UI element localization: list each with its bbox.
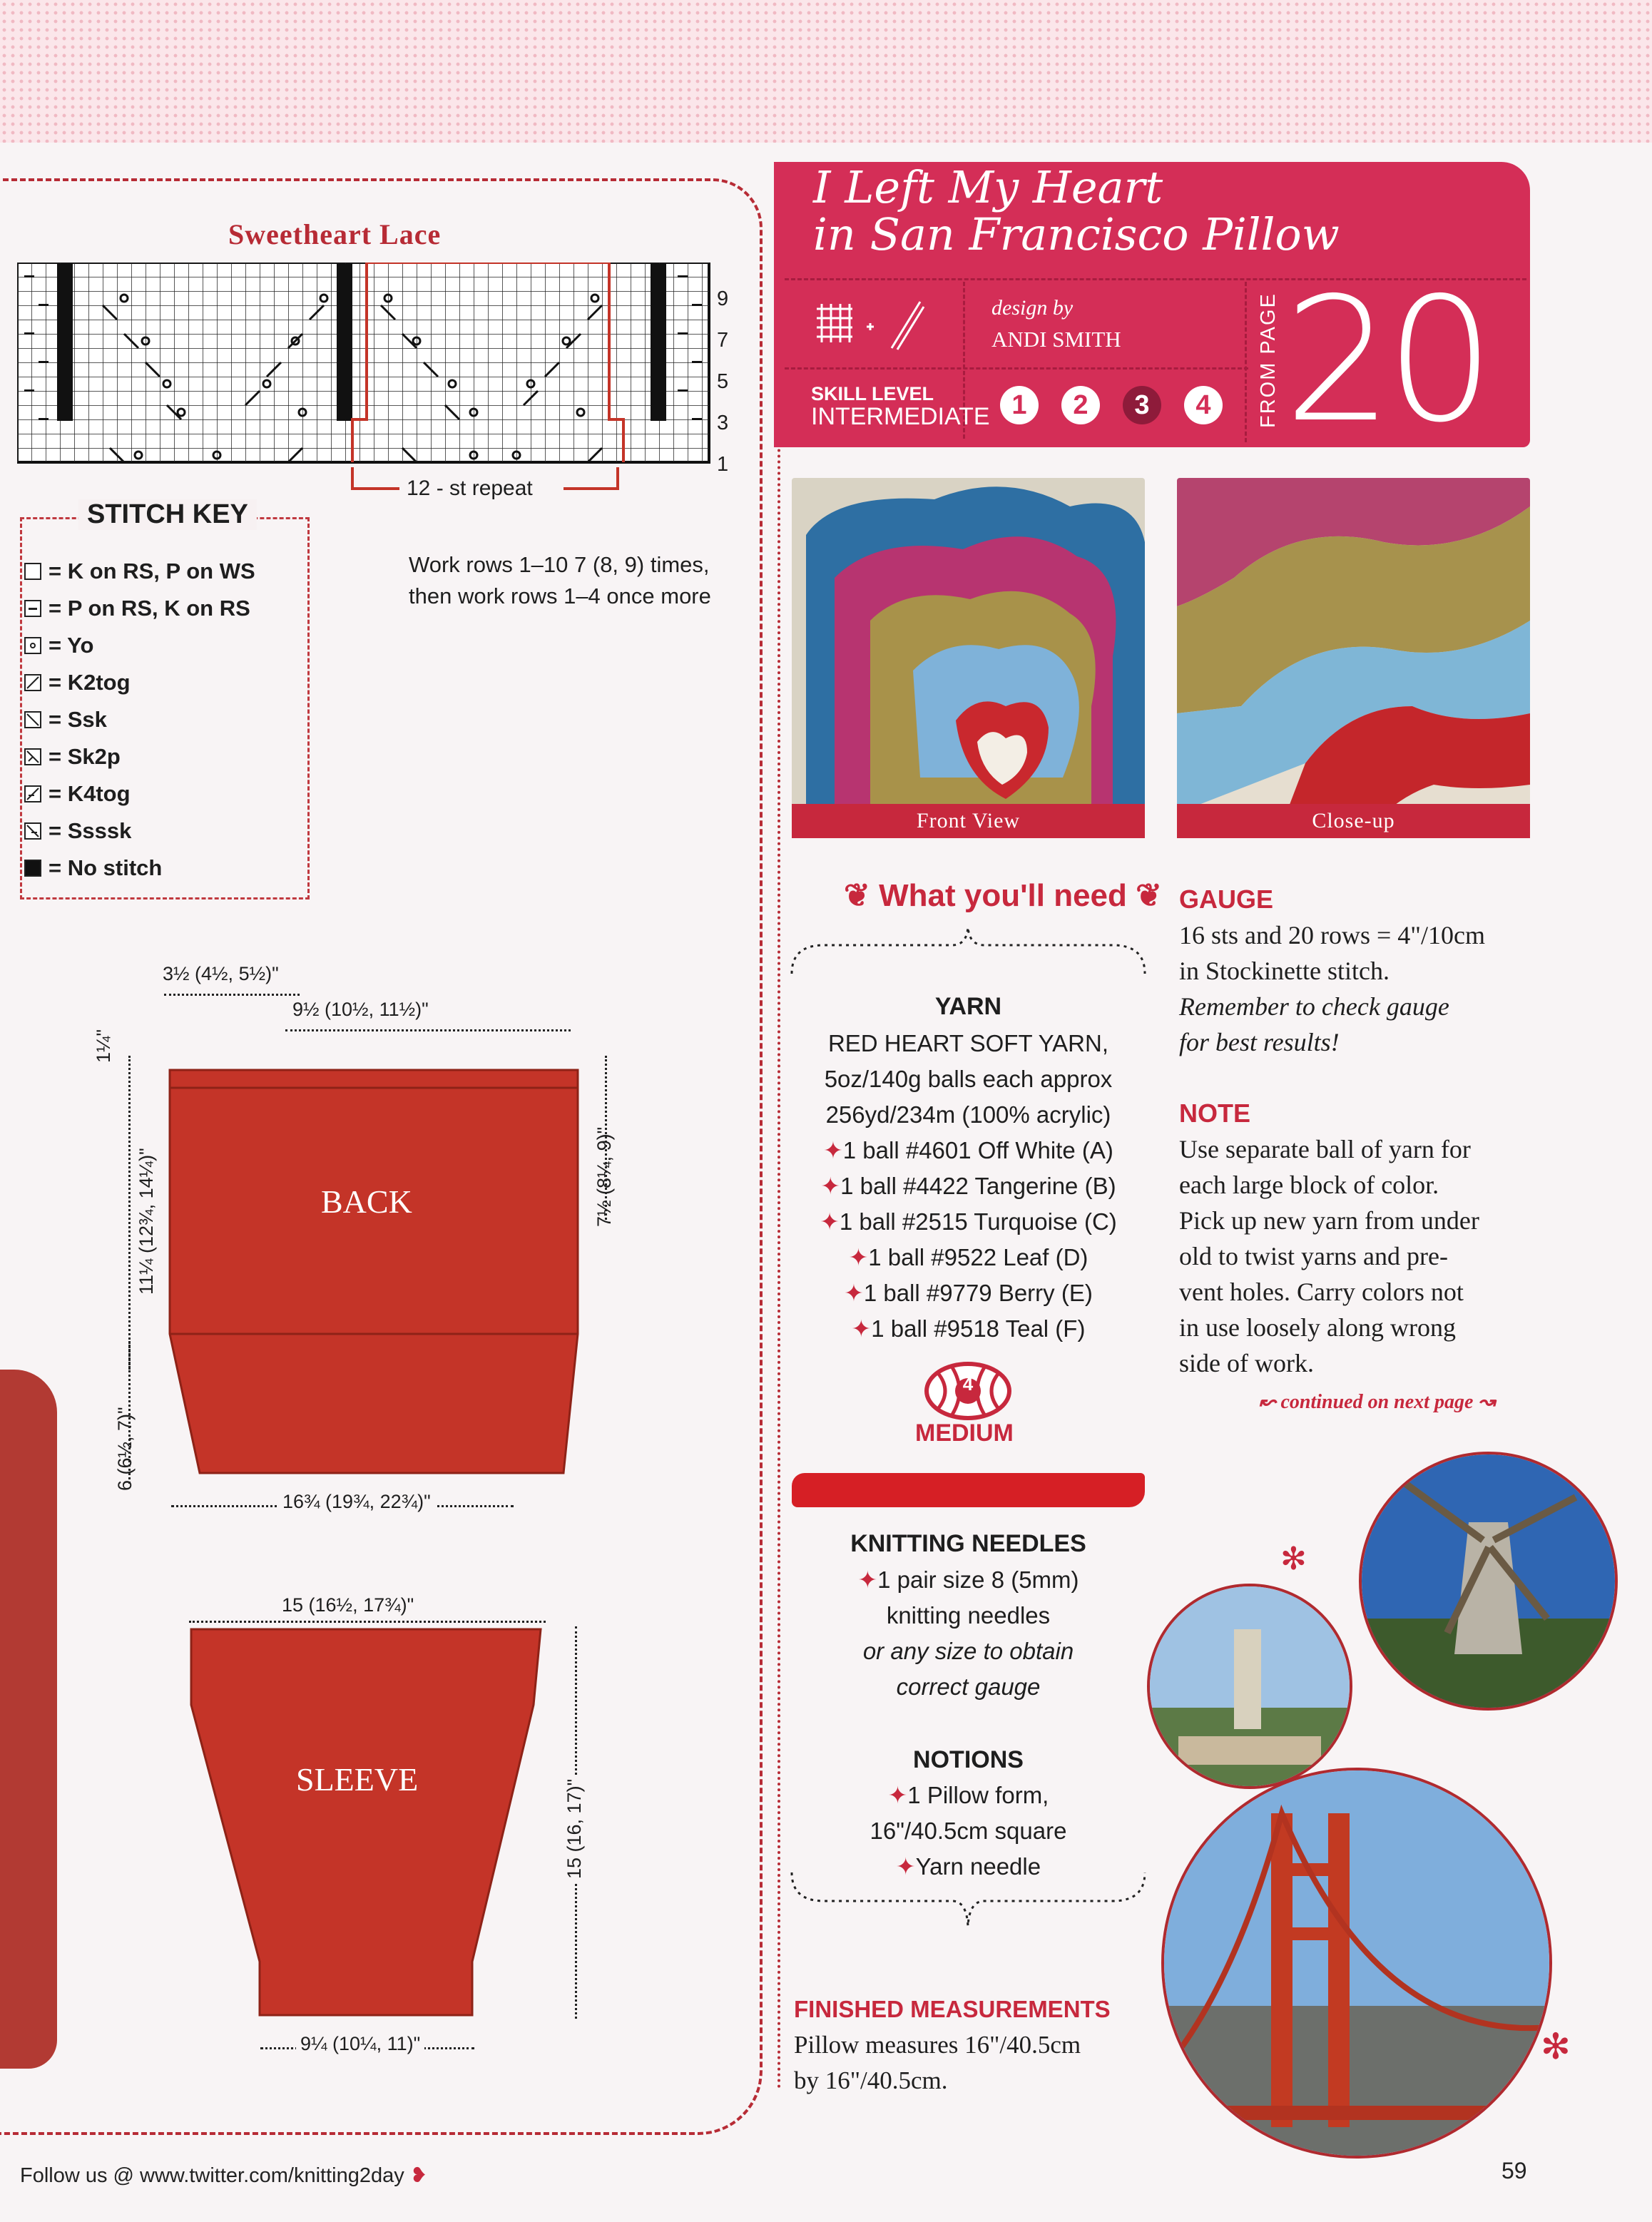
- dim-line: [128, 1056, 131, 1370]
- key-label: = P on RS, K on RS: [49, 596, 250, 621]
- blank-square-icon: [24, 563, 41, 580]
- what-you-need-heading: ❦ What you'll need ❦: [844, 878, 1162, 913]
- key-row: [24, 818, 131, 844]
- repeat-label: 12 - st repeat: [407, 476, 533, 500]
- dim-line: [605, 1056, 607, 1220]
- yarn-weight-number: 4: [962, 1373, 974, 1395]
- yarn-item: ✦1 ball #4422 Tangerine (B): [820, 1173, 1116, 1199]
- dim-line: [128, 1341, 131, 1484]
- row-number: 7: [717, 329, 729, 352]
- row-number: 3: [717, 412, 729, 434]
- needles-title: KNITTING NEEDLES: [850, 1530, 1086, 1557]
- sleeve-bottom-dim: 9¼ (10¼, 11)": [296, 2033, 424, 2055]
- what-you-need-text: What you'll need: [879, 878, 1127, 913]
- back-shoulder-dim: 1¼": [93, 1029, 114, 1063]
- ssssk-square-icon: [24, 822, 41, 840]
- needles-line: ✦1 pair size 8 (5mm): [857, 1566, 1079, 1593]
- finished-line: Pillow measures 16"/40.5cm: [794, 2031, 1081, 2059]
- back-bottom-dim: 16¾ (19¾, 22¾)": [278, 1491, 435, 1513]
- back-armhole-dim: 7½ (8¼, 9)": [593, 1126, 615, 1227]
- row-number: 5: [717, 370, 729, 393]
- key-label: = Sk2p: [49, 744, 121, 769]
- page-number: 59: [1501, 2158, 1527, 2183]
- key-row: [24, 781, 131, 807]
- golden-gate-photo: [1161, 1768, 1552, 2159]
- note-line: in use loosely along wrong: [1179, 1313, 1456, 1342]
- flourish-icon: ✻: [1280, 1541, 1307, 1576]
- skill-level-2: 2: [1061, 386, 1100, 424]
- pillow-front-photo: [792, 478, 1145, 838]
- footer-text: Follow us @ www.twitter.com/knitting2day: [20, 2164, 404, 2187]
- dim-line: [189, 1621, 546, 1623]
- skill-level-4: 4: [1184, 386, 1223, 424]
- key-row: [24, 855, 162, 881]
- close-up-caption: Close-up: [1177, 804, 1530, 838]
- notions-line: 16"/40.5cm square: [870, 1818, 1067, 1844]
- yarn-title: YARN: [934, 993, 1002, 1020]
- continued-text: continued on next page: [1280, 1391, 1474, 1413]
- gauge-line: 16 sts and 20 rows = 4"/10cm: [1179, 921, 1485, 949]
- key-label: = K on RS, P on WS: [49, 559, 255, 583]
- title-line-2: in San Francisco Pillow: [813, 208, 1340, 260]
- key-row: [24, 559, 255, 584]
- yarn-weight-label: MEDIUM: [915, 1420, 1014, 1447]
- dash-square-icon: [24, 600, 41, 617]
- brace-bottom: [788, 1869, 1148, 1933]
- yarn-item: ✦1 ball #9522 Leaf (D): [848, 1244, 1088, 1270]
- gauge-italic-line: Remember to check gauge: [1179, 992, 1449, 1021]
- design-by-label: design by: [991, 296, 1074, 320]
- key-row: [24, 633, 93, 658]
- key-label: = Yo: [49, 633, 94, 658]
- black-square-icon: [24, 860, 41, 877]
- back-top-center-dim: 9½ (10½, 11½)": [292, 999, 429, 1020]
- note-title: NOTE: [1179, 1099, 1251, 1128]
- finished-line: by 16"/40.5cm.: [794, 2066, 948, 2094]
- flourish-icon: ✻: [1541, 2027, 1571, 2066]
- yarn-item: ✦1 ball #4601 Off White (A): [823, 1137, 1113, 1163]
- key-label: = Ssk: [49, 707, 107, 732]
- yarn-item: ✦1 ball #9779 Berry (E): [844, 1280, 1093, 1306]
- key-label: = K4tog: [49, 781, 131, 806]
- note-line: vent holes. Carry colors not: [1179, 1278, 1464, 1306]
- note-line: side of work.: [1179, 1349, 1314, 1377]
- yo-square-icon: [24, 637, 41, 654]
- key-label: = No stitch: [49, 855, 163, 880]
- needles-line: knitting needles: [886, 1602, 1051, 1629]
- coit-tower-photo: [1147, 1584, 1352, 1789]
- arrow-icon: ❥: [409, 2164, 428, 2187]
- gauge-text: [1179, 917, 1485, 1060]
- finished-measurements-text: [794, 2027, 1081, 2099]
- note-line: each large block of color.: [1179, 1171, 1439, 1199]
- column-divider: [777, 164, 780, 2090]
- key-row: [24, 744, 121, 770]
- k2tog-square-icon: [24, 674, 41, 691]
- sk2p-square-icon: [24, 748, 41, 765]
- notions-line: ✦Yarn needle: [895, 1853, 1041, 1880]
- gauge-title: GAUGE: [1179, 885, 1274, 914]
- key-row: [24, 596, 250, 621]
- skill-level-value: INTERMEDIATE: [811, 403, 990, 430]
- sweetheart-lace-chart: [17, 263, 716, 469]
- stitch-key-title: STITCH KEY: [78, 499, 257, 530]
- back-lower-dim: 6 (6½, 7)": [114, 1407, 136, 1491]
- yarn-details: [792, 1026, 1145, 1347]
- brace-top: [788, 924, 1148, 981]
- sleeve-top-dim: 15 (16½, 17¾)": [282, 1594, 414, 1616]
- sweater-sleeve-photo: [0, 1370, 57, 2069]
- twitter-footer[interactable]: [20, 2163, 427, 2188]
- windmill-photo: [1359, 1452, 1618, 1711]
- row-number: 9: [717, 287, 729, 310]
- skill-level-label: SKILL LEVEL: [811, 383, 934, 404]
- designer-name: ANDI SMITH: [991, 327, 1121, 352]
- sleeve-length-dim: 15 (16, 17)": [564, 1775, 586, 1883]
- banner-divider: [1245, 282, 1247, 442]
- gauge-line: in Stockinette stitch.: [1179, 957, 1390, 985]
- yarn-color-stripe: [792, 1473, 1145, 1507]
- note-line: Pick up new yarn from under: [1179, 1206, 1479, 1235]
- title-line-1: I Left My Heart: [813, 161, 1163, 213]
- key-label: = Ssssk: [49, 818, 132, 843]
- dim-line: [164, 994, 300, 996]
- notions-line: ✦1 Pillow form,: [887, 1782, 1049, 1808]
- needles-italic-line: correct gauge: [896, 1673, 1041, 1700]
- key-label: = K2tog: [49, 670, 131, 695]
- yarn-intro-line: RED HEART SOFT YARN,: [827, 1030, 1109, 1056]
- yarn-intro-line: 256yd/234m (100% acrylic): [825, 1101, 1111, 1128]
- needles-details: [792, 1562, 1145, 1705]
- key-row: [24, 707, 107, 733]
- yarn-item: ✦1 ball #9518 Teal (F): [851, 1315, 1086, 1342]
- back-schematic: [164, 1056, 592, 1484]
- knit-needles-icon: [813, 298, 949, 355]
- skill-level-3-selected: 3: [1123, 386, 1161, 424]
- yarn-item: ✦1 ball #2515 Turquoise (C): [820, 1208, 1117, 1235]
- continued-next-page[interactable]: ↜ continued on next page ↝: [1259, 1391, 1495, 1413]
- note-line: old to twist yarns and pre-: [1179, 1242, 1448, 1270]
- dim-line: [285, 1029, 571, 1031]
- from-page-label: FROM PAGE: [1257, 292, 1280, 428]
- back-top-left-dim: 3½ (4½, 5½)": [163, 963, 279, 984]
- needles-italic-line: or any size to obtain: [862, 1638, 1074, 1664]
- pillow-closeup-photo: [1177, 478, 1530, 838]
- key-row: [24, 670, 131, 695]
- pattern-title: [813, 161, 1340, 260]
- sleeve-label: SLEEVE: [296, 1761, 419, 1798]
- chart-title: Sweetheart Lace: [228, 218, 442, 250]
- row-number: 1: [717, 453, 729, 476]
- sleeve-schematic: [185, 1626, 556, 2026]
- ssk-square-icon: [24, 711, 41, 728]
- from-page-number: 20: [1284, 260, 1488, 460]
- skill-level-1: 1: [1000, 386, 1039, 424]
- finished-measurements-title: FINISHED MEASUREMENTS: [794, 1996, 1111, 2022]
- back-body-dim: 11¼ (12¾, 14¼)": [136, 1148, 157, 1295]
- work-rows-instructions: Work rows 1–10 7 (8, 9) times, then work rows 1–4 once more: [409, 552, 711, 608]
- note-line: Use separate ball of yarn for: [1179, 1135, 1471, 1163]
- banner-divider: [785, 367, 1248, 370]
- note-text: [1179, 1131, 1479, 1381]
- chart-row-numbers: [717, 278, 728, 485]
- k4tog-square-icon: [24, 785, 41, 802]
- front-view-caption: Front View: [792, 804, 1145, 838]
- dotted-header-band: [0, 0, 1652, 143]
- yarn-intro-line: 5oz/140g balls each approx: [824, 1066, 1113, 1092]
- gauge-italic-line: for best results!: [1179, 1028, 1340, 1056]
- notions-title: NOTIONS: [913, 1746, 1024, 1773]
- back-label: BACK: [321, 1183, 412, 1220]
